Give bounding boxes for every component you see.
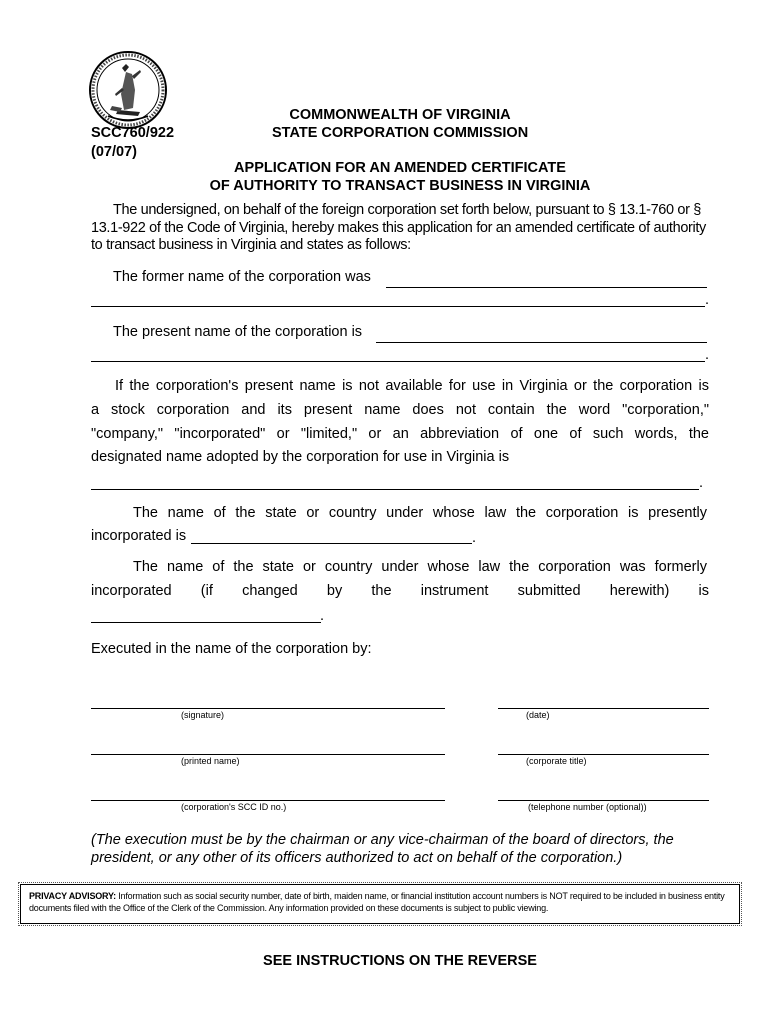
former-name-field-line2[interactable]	[91, 290, 705, 307]
designated-name-text-line3: "company," "incorporated" or "limited," or an abbreviation of one of such words, the	[91, 426, 709, 442]
privacy-advisory-label: PRIVACY ADVISORY:	[29, 891, 116, 901]
form-revision: (07/07)	[91, 144, 137, 160]
present-state-text-line2: incorporated is	[91, 528, 187, 544]
instructions-footer: SEE INSTRUCTIONS ON THE REVERSE	[263, 953, 537, 969]
date-field[interactable]	[498, 692, 709, 709]
present-name-label: The present name of the corporation is	[113, 324, 363, 340]
signature-field[interactable]	[91, 692, 445, 709]
privacy-advisory-text: Information such as social security number, date of birth, maiden name, or financial institution account numbers is NOT required to be included in business entity documents filed with the Office of the Clerk of the Commission. Any information provided on these documents is subject to public viewing.	[29, 891, 725, 913]
former-name-field[interactable]	[386, 271, 707, 288]
period: .	[472, 530, 477, 546]
signature-caption: (signature)	[181, 710, 225, 720]
executed-by-label: Executed in the name of the corporation by:	[91, 641, 372, 657]
commission-heading: STATE CORPORATION COMMISSION	[272, 125, 529, 141]
former-name-label: The former name of the corporation was	[113, 269, 371, 285]
scc-id-caption: (corporation's SCC ID no.)	[181, 802, 287, 812]
former-state-field[interactable]	[91, 606, 321, 623]
telephone-field[interactable]	[498, 784, 709, 801]
form-title-line2: OF AUTHORITY TO TRANSACT BUSINESS IN VIRGINIA	[209, 178, 591, 194]
corporate-title-field[interactable]	[498, 738, 709, 755]
former-state-text-line1: The name of the state or country under whose law the corporation was formerly	[133, 559, 707, 575]
form-number: SCC760/922	[91, 125, 175, 141]
designated-name-text-line4: designated name adopted by the corporation for use in Virginia is	[91, 449, 510, 465]
scc-id-field[interactable]	[91, 784, 445, 801]
commonwealth-heading: COMMONWEALTH OF VIRGINIA	[289, 107, 511, 123]
period: .	[320, 608, 325, 624]
privacy-advisory-box	[20, 884, 740, 924]
printed-name-field[interactable]	[91, 738, 445, 755]
execution-note: (The execution must be by the chairman or any vice-chairman of the board of directors, the president, or any other of its officers authorized to act on behalf of the corporation.)	[91, 832, 674, 866]
period: .	[699, 475, 704, 491]
period: .	[705, 347, 710, 363]
corporate-title-caption: (corporate title)	[526, 756, 587, 766]
form-title-line1: APPLICATION FOR AN AMENDED CERTIFICATE	[234, 160, 566, 176]
printed-name-caption: (printed name)	[181, 756, 240, 766]
designated-name-text-line1: If the corporation's present name is not available for use in Virginia or the corporation is	[115, 378, 709, 394]
intro-paragraph: The undersigned, on behalf of the foreign corporation set forth below, pursuant to § 13.1-760 or § 13.1-922 of the Code of Virginia, hereby makes this application for an amended certificate of authority to transact business in Virginia and states as follows:	[91, 202, 706, 253]
former-state-text-line2: incorporated (if changed by the instrument submitted herewith) is	[91, 583, 709, 599]
present-name-field[interactable]	[376, 326, 707, 343]
date-caption: (date)	[526, 710, 550, 720]
present-name-field-line2[interactable]	[91, 345, 705, 362]
period: .	[705, 292, 710, 308]
designated-name-text-line2: a stock corporation and its present name does not contain the word "corporation,"	[91, 402, 709, 418]
present-state-text-line1: The name of the state or country under whose law the corporation is presently	[133, 505, 707, 521]
telephone-caption: (telephone number (optional))	[528, 802, 647, 812]
designated-name-field[interactable]	[91, 473, 699, 490]
present-state-field[interactable]	[191, 528, 472, 544]
